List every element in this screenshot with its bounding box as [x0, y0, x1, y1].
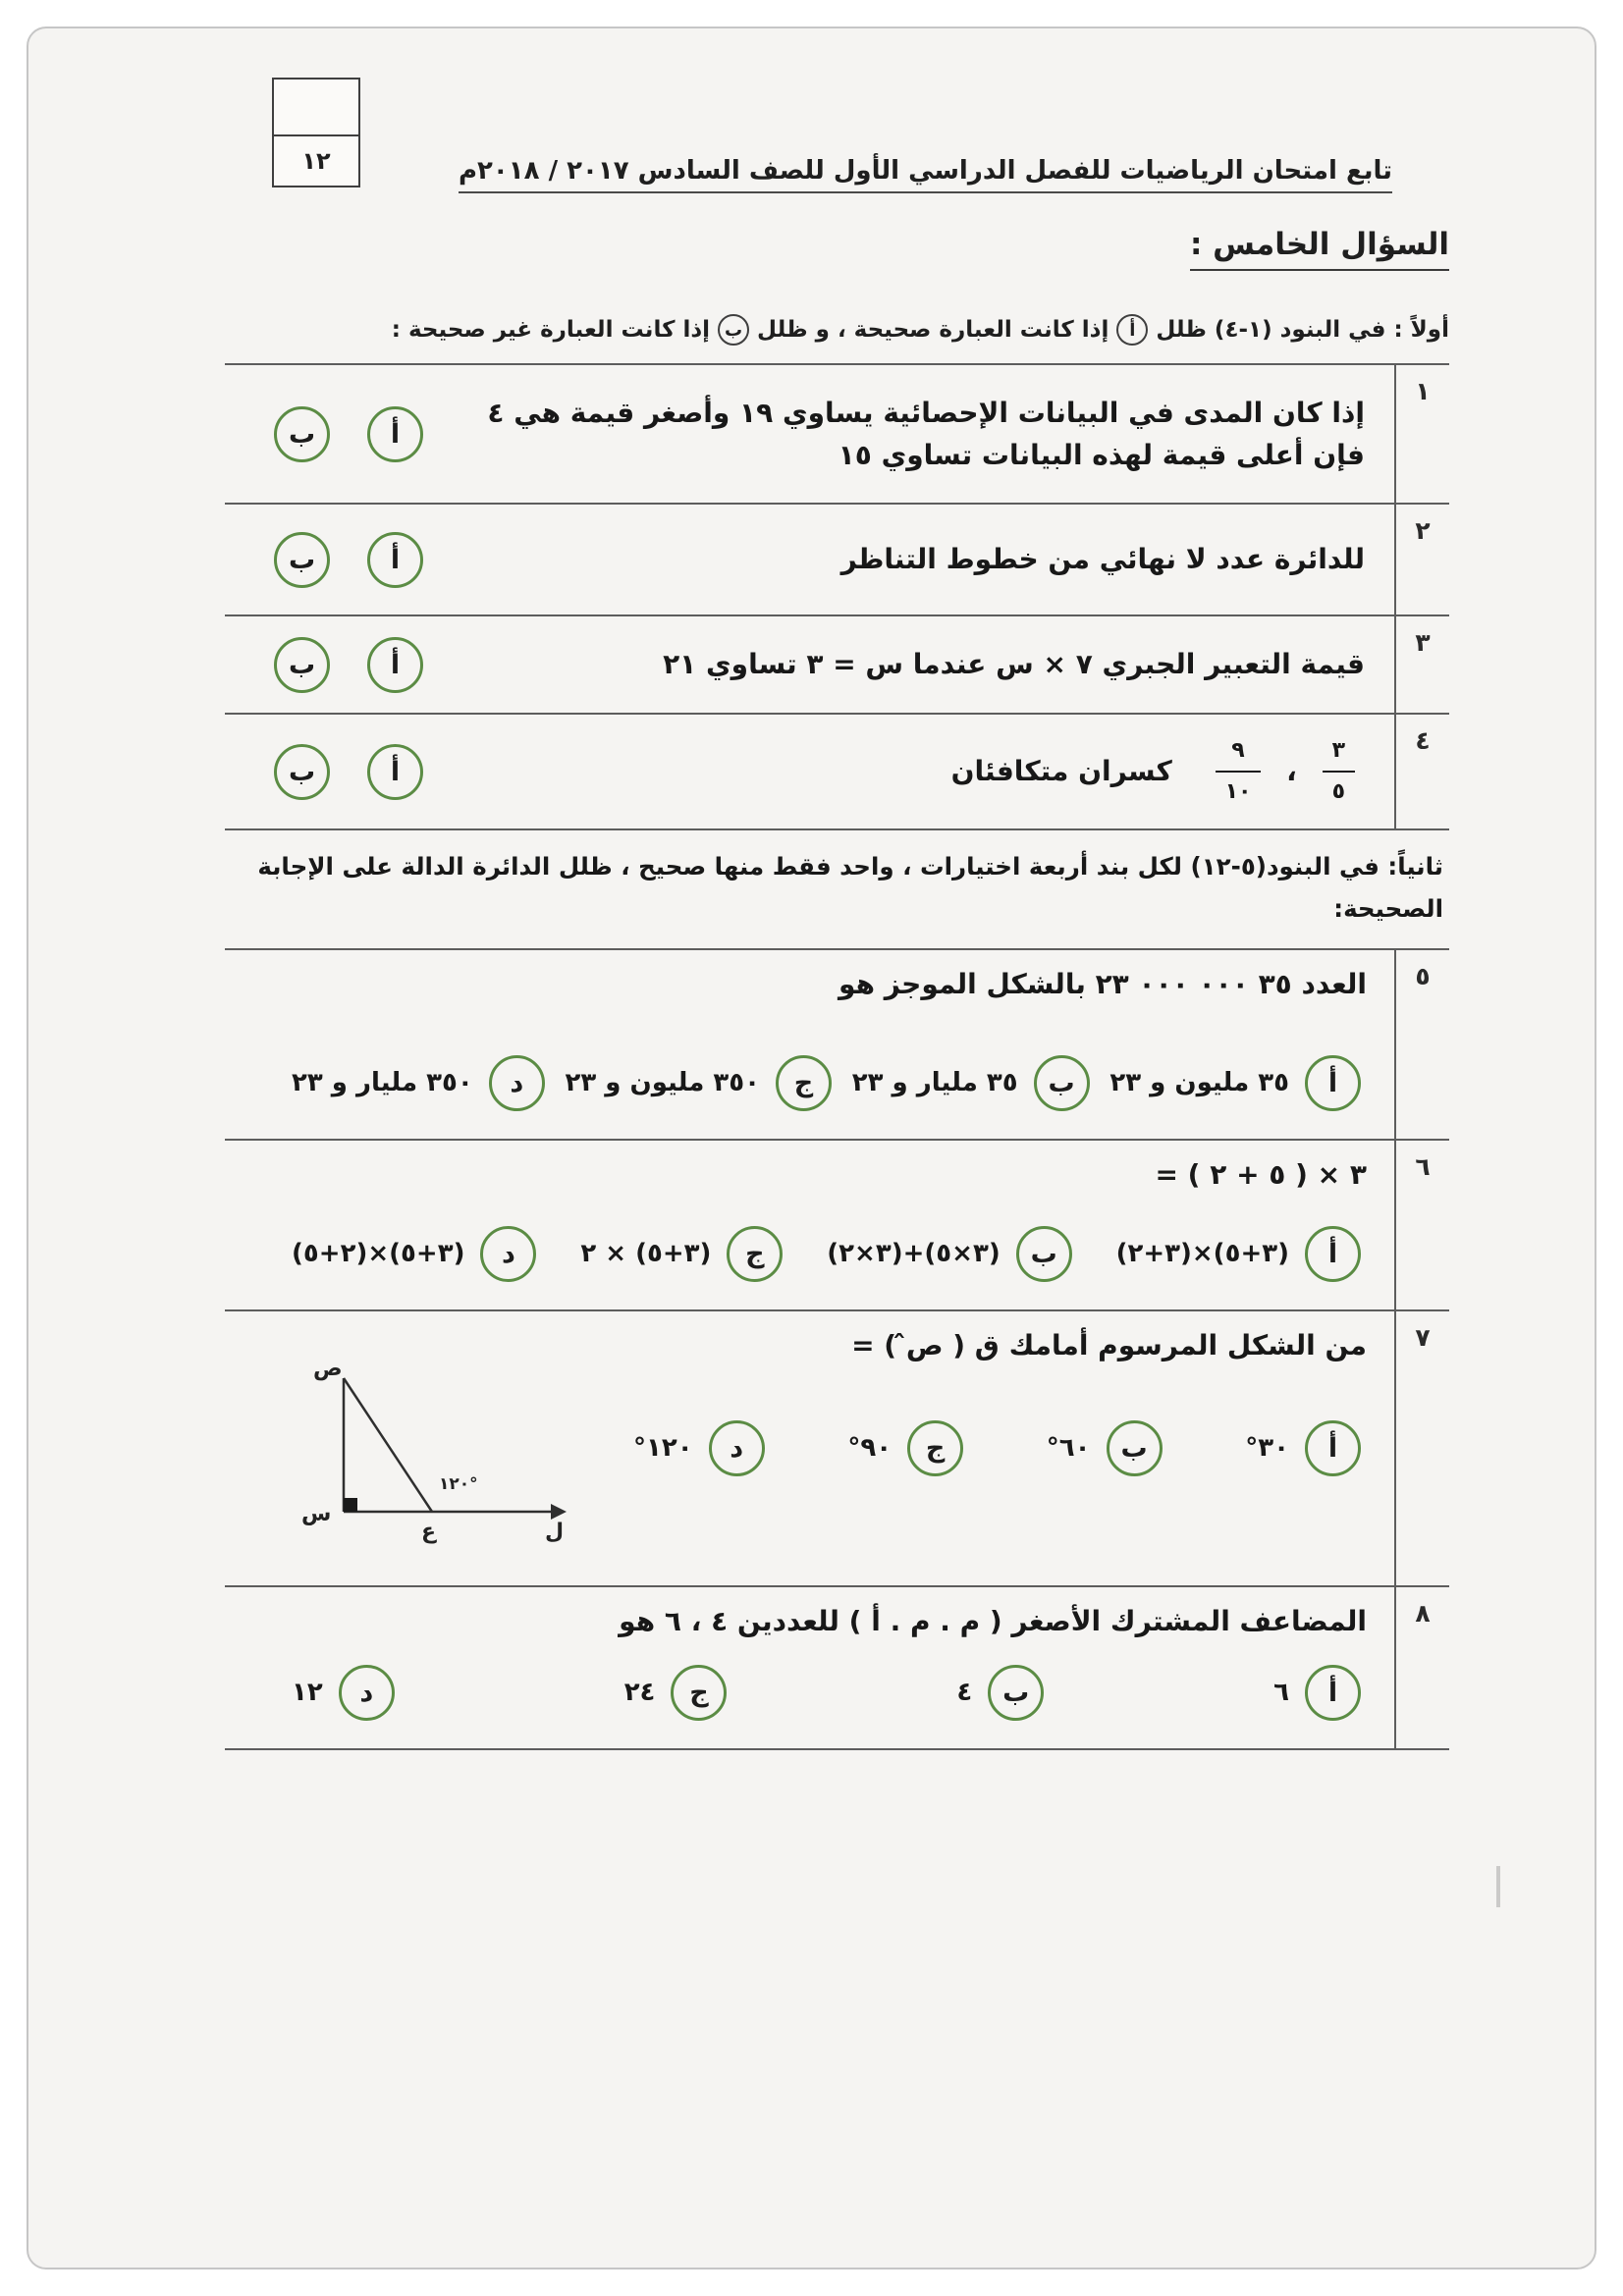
mcq-choices-5	[252, 1055, 1367, 1111]
tf-statement-1: إذا كان المدى في البيانات الإحصائية يساوي ١٩ وأصغر قيمة هي ٤ فإن أعلى قيمة لهذه البيانات تساوي ١٥	[487, 396, 1365, 471]
question7-main	[623, 1329, 1367, 1558]
choice-c	[565, 1055, 832, 1111]
scanned-exam-page	[27, 27, 1596, 2269]
choice-a-bubble[interactable]: أ	[1305, 1420, 1361, 1476]
figure-angle-label: ١٢٠°	[439, 1473, 478, 1494]
choice-d	[633, 1420, 765, 1476]
header-wrap	[313, 156, 1538, 193]
choice-b	[827, 1226, 1071, 1282]
choice-a	[1273, 1665, 1361, 1721]
choice-b-text: ٣٥ مليار و ٢٣	[851, 1068, 1018, 1098]
scan-artifact	[1496, 1866, 1500, 1907]
question-number-5: ٥	[1394, 950, 1449, 1139]
mcq-row-5	[225, 950, 1449, 1141]
choice-d-bubble[interactable]: د	[480, 1226, 536, 1282]
mcq-question-6: ٣ × ( ٥ + ٢ ) =	[1155, 1157, 1367, 1191]
question-number-8: ٨	[1394, 1587, 1449, 1748]
choice-d	[292, 1226, 536, 1282]
circled-b-icon: ب	[718, 314, 749, 346]
question-number-1: ١	[1394, 365, 1449, 503]
score-box-value: ١٢	[301, 147, 331, 175]
question-number-3: ٣	[1394, 616, 1449, 713]
tf-content-3	[225, 616, 1394, 713]
triangle-figure	[299, 1357, 604, 1558]
option-b-bubble[interactable]: ب	[274, 406, 330, 462]
section2-instruction-row	[225, 830, 1449, 950]
fraction-1-numerator: ٣	[1323, 734, 1355, 773]
choice-b-text: ٦٠°	[1046, 1433, 1091, 1464]
option-b-bubble[interactable]: ب	[274, 532, 330, 588]
exam-table	[225, 363, 1449, 1750]
choice-c-bubble[interactable]: ج	[727, 1226, 783, 1282]
fraction-2-numerator: ٩	[1216, 734, 1262, 773]
choice-b	[1047, 1420, 1163, 1476]
mcq-content-7	[225, 1311, 1394, 1585]
question-number-7: ٧	[1394, 1311, 1449, 1585]
choice-d	[292, 1055, 545, 1111]
instruction-part-1: أولاً : في البنود (١-٤) ظلل	[1156, 317, 1449, 343]
choice-c	[624, 1665, 728, 1721]
tf-options-1	[225, 406, 423, 462]
mcq-question-8: المضاعف المشترك الأصغر ( م . م . أ ) للعددين ٤ ، ٦ هو	[619, 1604, 1367, 1637]
figure-label-foot: ع	[421, 1519, 437, 1544]
choice-d-bubble[interactable]: د	[489, 1055, 545, 1111]
choice-c	[847, 1420, 963, 1476]
tf-statement-4	[423, 715, 1394, 828]
tf-options-2	[225, 532, 423, 588]
score-box	[272, 78, 360, 187]
question-title: السؤال الخامس :	[1190, 227, 1449, 271]
choice-b-bubble[interactable]: ب	[988, 1665, 1044, 1721]
choice-c-bubble[interactable]: ج	[907, 1420, 963, 1476]
instruction-part-3: إذا كانت العبارة غير صحيحة :	[391, 317, 711, 343]
choice-b	[956, 1665, 1044, 1721]
choice-b	[852, 1055, 1090, 1111]
score-box-empty-cell	[274, 80, 358, 136]
tf-row-3	[225, 616, 1449, 715]
choice-d-text: ٣٥٠ مليار و ٢٣	[292, 1068, 473, 1098]
tf-content-4	[225, 715, 1394, 828]
page-content	[28, 28, 1595, 1750]
option-b-bubble[interactable]: ب	[274, 637, 330, 693]
mcq-content-6	[225, 1141, 1394, 1309]
mcq-choices-8	[252, 1665, 1367, 1721]
option-a-bubble[interactable]: أ	[367, 637, 423, 693]
choice-a-bubble[interactable]: أ	[1305, 1665, 1361, 1721]
question-number-6: ٦	[1394, 1141, 1449, 1309]
choice-a-bubble[interactable]: أ	[1305, 1055, 1361, 1111]
option-a-bubble[interactable]: أ	[367, 744, 423, 800]
choice-d-text: ١٢٠°	[633, 1433, 693, 1464]
mcq-question-7: من الشكل المرسوم أمامك ق ( ص̂ ) =	[851, 1328, 1367, 1362]
fraction-1	[1323, 734, 1355, 809]
choice-a	[1245, 1420, 1361, 1476]
choice-b-text: ٤	[956, 1678, 973, 1708]
choice-a-bubble[interactable]: أ	[1305, 1226, 1361, 1282]
question7-wrap	[252, 1329, 1367, 1558]
figure-label-corner: س	[301, 1501, 332, 1526]
tf-row-1	[225, 365, 1449, 505]
tf-statement-4-text: كسران متكافئان	[950, 755, 1172, 788]
choice-a	[1116, 1226, 1361, 1282]
option-a-bubble[interactable]: أ	[367, 532, 423, 588]
mcq-content-8	[225, 1587, 1394, 1748]
choice-c-bubble[interactable]: ج	[776, 1055, 832, 1111]
tf-content-1	[225, 365, 1394, 503]
tf-options-3	[225, 637, 423, 693]
mcq-choices-6	[252, 1226, 1367, 1282]
tf-row-4	[225, 715, 1449, 830]
choice-a-text: ٦	[1273, 1678, 1289, 1708]
option-a-bubble[interactable]: أ	[367, 406, 423, 462]
choice-d-bubble[interactable]: د	[339, 1665, 395, 1721]
mcq-question-5: العدد ٣٥ ٠٠٠ ٠٠٠ ٢٣ بالشكل الموجز هو	[839, 967, 1367, 1000]
choice-c	[580, 1226, 783, 1282]
question-number-2: ٢	[1394, 505, 1449, 614]
choice-c-bubble[interactable]: ج	[671, 1665, 727, 1721]
section1-instruction	[225, 314, 1449, 346]
exam-header: تابع امتحان الرياضيات للفصل الدراسي الأول للصف السادس ٢٠١٧ / ٢٠١٨م	[459, 156, 1392, 193]
fraction-2-denominator: ١٠	[1224, 779, 1252, 805]
right-angle-marker	[344, 1498, 357, 1512]
choice-d	[292, 1665, 395, 1721]
tf-content-2	[225, 505, 1394, 614]
mcq-row-8	[225, 1587, 1449, 1750]
choice-c-text: ٣٥٠ مليون و ٢٣	[565, 1068, 760, 1098]
arrowhead-icon	[551, 1504, 567, 1520]
mcq-choices-7	[623, 1420, 1367, 1476]
choice-c-text: (٣+٥) × ٢	[580, 1239, 712, 1269]
tf-options-4	[225, 744, 423, 800]
section2-instruction: ثانياً: في البنود(٥-١٢) لكل بند أربعة اختيارات ، واحد فقط منها صحيح ، ظلل الدائرة الدالة على الإجابة الصحيحة:	[257, 852, 1443, 924]
mcq-content-5	[225, 950, 1394, 1139]
figure-label-ray: ل	[545, 1519, 565, 1544]
choice-b-bubble[interactable]: ب	[1034, 1055, 1090, 1111]
choice-d-text: (٣+٥)×(٢+٥)	[292, 1239, 465, 1269]
choice-a-text: (٣+٥)×(٣+٢)	[1115, 1239, 1289, 1269]
choice-b-bubble[interactable]: ب	[1107, 1420, 1163, 1476]
choice-a-text: ٣٠°	[1245, 1433, 1289, 1464]
tf-statement-2: للدائرة عدد لا نهائي من خطوط التناظر	[840, 543, 1365, 576]
circled-a-icon: أ	[1116, 314, 1148, 346]
choice-c-text: ٢٤	[623, 1678, 656, 1708]
instruction-part-2: إذا كانت العبارة صحيحة ، و ظلل	[757, 317, 1109, 343]
fraction-separator: ،	[1286, 755, 1297, 788]
mcq-row-6	[225, 1141, 1449, 1311]
mcq-row-7	[225, 1311, 1449, 1587]
question-number-4: ٤	[1394, 715, 1449, 828]
choice-b-bubble[interactable]: ب	[1016, 1226, 1072, 1282]
fraction-2	[1216, 734, 1262, 809]
tf-statement-3: قيمة التعبير الجبري ٧ × س عندما س = ٣ تساوي ٢١	[663, 648, 1365, 681]
option-b-bubble[interactable]: ب	[274, 744, 330, 800]
figure-label-top: ص	[313, 1356, 343, 1381]
tf-row-2	[225, 505, 1449, 616]
choice-b-text: (٣×٥)+(٣×٢)	[827, 1239, 1001, 1269]
fraction-1-denominator: ٥	[1331, 779, 1345, 805]
choice-a-text: ٣٥ مليون و ٢٣	[1109, 1068, 1289, 1098]
choice-c-text: ٩٠°	[847, 1433, 893, 1464]
choice-d-text: ١٢	[292, 1678, 323, 1708]
choice-a	[1109, 1055, 1361, 1111]
choice-d-bubble[interactable]: د	[709, 1420, 765, 1476]
